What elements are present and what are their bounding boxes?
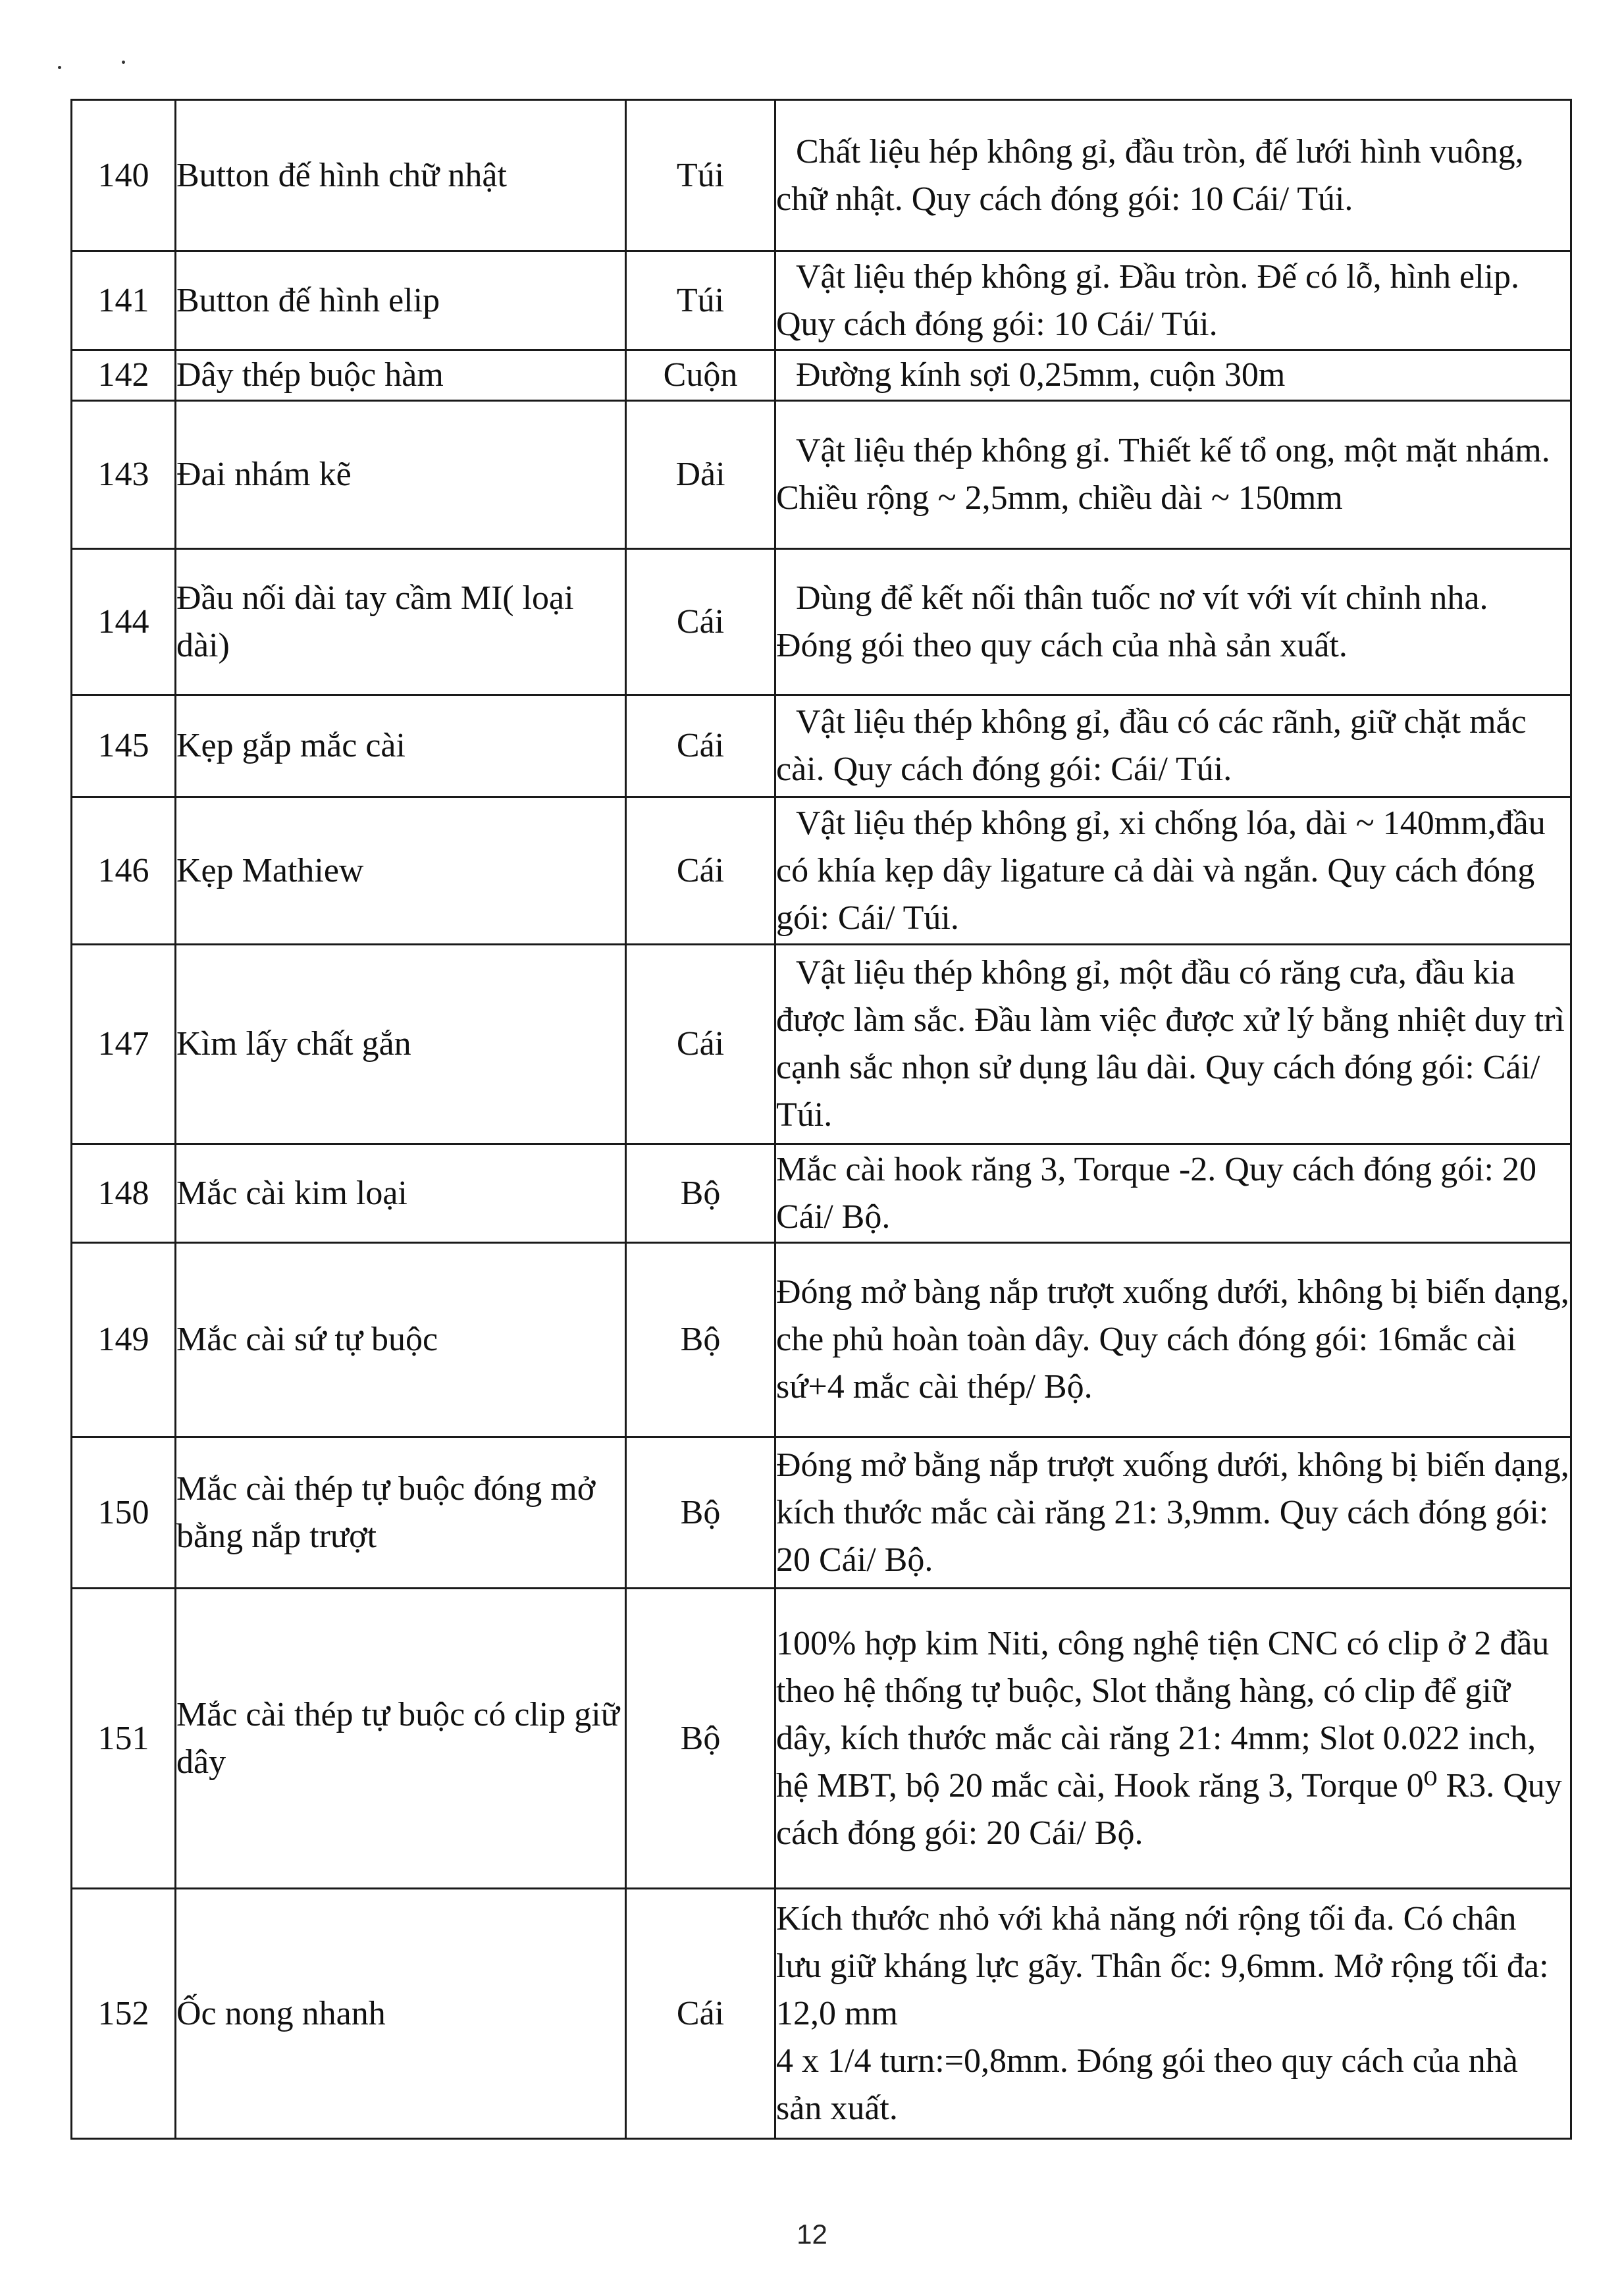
- item-description: Vật liệu thép không gỉ, xi chống lóa, dài ~ 140mm,đầu có khía kẹp dây ligature cả dài và ngắn. Quy cách đóng gói: Cái/ Túi.: [775, 797, 1571, 945]
- item-unit: Bộ: [626, 1589, 775, 1889]
- item-unit: Túi: [626, 251, 775, 350]
- row-number: 151: [72, 1589, 176, 1889]
- item-unit: Bộ: [626, 1437, 775, 1589]
- row-number: 149: [72, 1243, 176, 1437]
- table-row: [72, 100, 1571, 251]
- item-description: 100% hợp kim Niti, công nghệ tiện CNC có clip ở 2 đầu theo hệ thống tự buộc, Slot thẳng hàng, có clip để giữ dây, kích thước mắc cài răng 21: 4mm; Slot 0.022 inch, hệ MBT, bộ 20 mắc cài, Hook răng 3, Torque 0⁰ R3. Quy cách đóng gói: 20 Cái/ Bộ.: [775, 1589, 1571, 1889]
- row-number: 146: [72, 797, 176, 945]
- item-description: Đóng mở bằng nắp trượt xuống dưới, không bị biến dạng, kích thước mắc cài răng 21: 3,9mm. Quy cách đóng gói: 20 Cái/ Bộ.: [775, 1437, 1571, 1589]
- item-unit: Cái: [626, 1889, 775, 2139]
- table-row: [72, 797, 1571, 945]
- row-number: 145: [72, 695, 176, 797]
- row-number: 141: [72, 251, 176, 350]
- equipment-spec-table: [70, 99, 1572, 2140]
- item-description: Vật liệu thép không gỉ, đầu có các rãnh, giữ chặt mắc cài. Quy cách đóng gói: Cái/ Túi.: [775, 695, 1571, 797]
- item-description: Đóng mở bàng nắp trượt xuống dưới, không bị biến dạng, che phủ hoàn toàn dây. Quy cách đóng gói: 16mắc cài sứ+4 mắc cài thép/ Bộ.: [775, 1243, 1571, 1437]
- row-number: 143: [72, 401, 176, 549]
- item-name: Button đế hình chữ nhật: [176, 100, 626, 251]
- item-unit: Bộ: [626, 1144, 775, 1243]
- item-name: Mắc cài kim loại: [176, 1144, 626, 1243]
- item-name: Kìm lấy chất gắn: [176, 945, 626, 1144]
- table-row: [72, 1243, 1571, 1437]
- item-name: Mắc cài thép tự buộc đóng mở bằng nắp trượt: [176, 1437, 626, 1589]
- table-row: [72, 1589, 1571, 1889]
- item-name: Ốc nong nhanh: [176, 1889, 626, 2139]
- item-description: Mắc cài hook răng 3, Torque -2. Quy cách đóng gói: 20 Cái/ Bộ.: [775, 1144, 1571, 1243]
- item-name: Dây thép buộc hàm: [176, 350, 626, 401]
- row-number: 144: [72, 549, 176, 695]
- item-name: Mắc cài sứ tự buộc: [176, 1243, 626, 1437]
- item-unit: Bộ: [626, 1243, 775, 1437]
- item-description: Chất liệu hép không gỉ, đầu tròn, đế lưới hình vuông, chữ nhật. Quy cách đóng gói: 10 Cái/ Túi.: [775, 100, 1571, 251]
- table-row: [72, 549, 1571, 695]
- item-description: Kích thước nhỏ với khả năng nới rộng tối đa. Có chân lưu giữ kháng lực gãy. Thân ốc: 9,6mm. Mở rộng tối đa: 12,0 mm 4 x 1/4 turn:=0,8mm. Đóng gói theo quy cách của nhà sản xuất.: [775, 1889, 1571, 2139]
- item-unit: Cuộn: [626, 350, 775, 401]
- item-unit: Cái: [626, 797, 775, 945]
- item-unit: Cái: [626, 695, 775, 797]
- item-name: Đầu nối dài tay cầm MI( loại dài): [176, 549, 626, 695]
- table-row: [72, 1889, 1571, 2139]
- item-unit: Túi: [626, 100, 775, 251]
- table-row: [72, 350, 1571, 401]
- item-description: Vật liệu thép không gỉ, một đầu có răng cưa, đầu kia được làm sắc. Đầu làm việc được xử lý bằng nhiệt duy trì cạnh sắc nhọn sử dụng lâu dài. Quy cách đóng gói: Cái/ Túi.: [775, 945, 1571, 1144]
- table-row: [72, 401, 1571, 549]
- item-name: Kẹp gắp mắc cài: [176, 695, 626, 797]
- page-number: 12: [797, 2219, 827, 2250]
- item-name: Button đế hình elip: [176, 251, 626, 350]
- row-number: 152: [72, 1889, 176, 2139]
- document-page: [70, 99, 1570, 2140]
- item-unit: Dải: [626, 401, 775, 549]
- item-unit: Cái: [626, 549, 775, 695]
- item-name: Đai nhám kẽ: [176, 401, 626, 549]
- item-unit: Cái: [626, 945, 775, 1144]
- item-description: Đường kính sợi 0,25mm, cuộn 30m: [775, 350, 1571, 401]
- item-description: Dùng để kết nối thân tuốc nơ vít với vít chỉnh nha. Đóng gói theo quy cách của nhà sản xuất.: [775, 549, 1571, 695]
- table-row: [72, 695, 1571, 797]
- table-row: [72, 251, 1571, 350]
- scan-speck: [58, 66, 61, 69]
- table-row: [72, 1437, 1571, 1589]
- row-number: 150: [72, 1437, 176, 1589]
- row-number: 142: [72, 350, 176, 401]
- item-description: Vật liệu thép không gỉ. Thiết kế tổ ong, một mặt nhám. Chiều rộng ~ 2,5mm, chiều dài ~ 150mm: [775, 401, 1571, 549]
- item-name: Kẹp Mathiew: [176, 797, 626, 945]
- item-description: Vật liệu thép không gỉ. Đầu tròn. Đế có lỗ, hình elip. Quy cách đóng gói: 10 Cái/ Túi.: [775, 251, 1571, 350]
- row-number: 148: [72, 1144, 176, 1243]
- row-number: 147: [72, 945, 176, 1144]
- row-number: 140: [72, 100, 176, 251]
- table-row: [72, 1144, 1571, 1243]
- table-row: [72, 945, 1571, 1144]
- scan-speck: [122, 61, 125, 64]
- item-name: Mắc cài thép tự buộc có clip giữ dây: [176, 1589, 626, 1889]
